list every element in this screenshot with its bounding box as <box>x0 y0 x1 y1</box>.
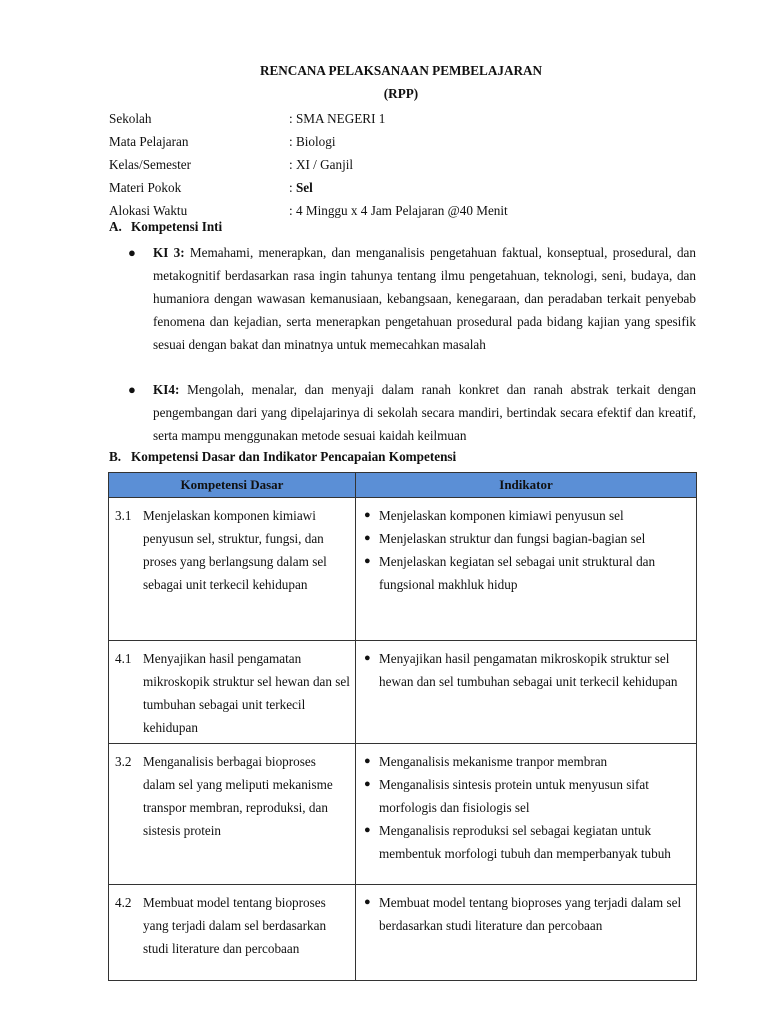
indikator-cell <box>356 885 697 981</box>
ki-text <box>153 241 696 356</box>
indikator-text: Menjelaskan komponen kimiawi penyusun sel <box>379 508 624 523</box>
indikator-item <box>362 750 692 773</box>
indikator-text: Membuat model tentang bioproses yang terjadi dalam sel berdasarkan studi literature dan percobaan <box>379 895 682 933</box>
indikator-text: Menganalisis reproduksi sel sebagai kegiatan untuk membentuk morfologi tubuh dan memperbanyak tubuh <box>379 823 671 861</box>
ki-item <box>128 378 696 447</box>
indikator-item <box>362 504 692 527</box>
meta-row-kelas-semester <box>109 153 508 176</box>
indikator-item <box>362 773 692 819</box>
indikator-text: Menganalisis sintesis protein untuk menyusun sifat morfologis dan fisiologis sel <box>379 777 649 815</box>
table-row <box>109 885 697 981</box>
bullet-icon: ● <box>364 532 371 544</box>
meta-label: Kelas/Semester <box>109 157 192 172</box>
section-title: Kompetensi Inti <box>131 219 223 234</box>
meta-value-bold: Sel <box>295 180 313 195</box>
indikator-text: Menjelaskan struktur dan fungsi bagian-bagian sel <box>379 531 646 546</box>
meta-value: : Biologi <box>289 134 336 149</box>
bullet-icon: ● <box>364 652 371 664</box>
kd-cell <box>109 744 356 885</box>
indikator-cell <box>356 744 697 885</box>
kd-number: 3.1 <box>115 508 132 523</box>
indikator-item <box>362 550 692 596</box>
section-letter: A. <box>109 219 122 234</box>
table-row <box>109 498 697 641</box>
kd-text: Menjelaskan komponen kimiawi penyusun sel, struktur, fungsi, dan proses yang berlangsung dalam sel sebagai unit terkecil kehidupan <box>143 508 327 592</box>
bullet-icon: ● <box>364 509 371 521</box>
bullet-icon: ● <box>364 824 371 836</box>
meta-value: : <box>289 180 296 195</box>
indikator-item <box>362 527 692 550</box>
table-header-row <box>109 473 697 498</box>
kd-cell <box>109 641 356 744</box>
kd-text: Menganalisis berbagai bioproses dalam sel yang meliputi mekanisme transpor membran, reproduksi, dan sistesis protein <box>143 754 333 838</box>
bullet-icon: ● <box>364 555 371 567</box>
meta-row-sekolah <box>109 107 508 130</box>
header-indikator: Indikator <box>356 473 697 498</box>
indikator-item <box>362 819 692 865</box>
document-subtitle: (RPP) <box>383 86 419 101</box>
bullet-icon: ● <box>128 382 136 397</box>
indikator-text: Menjelaskan kegiatan sel sebagai unit struktural dan fungsional makhluk hidup <box>379 554 656 592</box>
bullet-icon: ● <box>128 245 136 260</box>
meta-label: Mata Pelajaran <box>109 134 189 149</box>
bullet-icon: ● <box>364 778 371 790</box>
document-title: RENCANA PELAKSANAAN PEMBELAJARAN <box>259 63 543 78</box>
meta-value: : 4 Minggu x 4 Jam Pelajaran @40 Menit <box>289 203 508 218</box>
section-letter: B. <box>109 449 122 464</box>
kd-cell <box>109 498 356 641</box>
section-title: Kompetensi Dasar dan Indikator Pencapaian Kompetensi <box>131 449 457 464</box>
meta-value: : SMA NEGERI 1 <box>289 111 386 126</box>
ki-body: Mengolah, menalar, dan menyaji dalam ranah konkret dan ranah abstrak terkait dengan pengembangan dari yang dipelajarinya di sekolah secara mandiri, bertindak secara efektif dan kreatif, serta mampu menggunakan metode sesuai kaidah keilmuan <box>153 382 696 443</box>
meta-value: : XI / Ganjil <box>289 157 354 172</box>
bullet-icon: ● <box>364 896 371 908</box>
indikator-item <box>362 891 692 937</box>
meta-label: Sekolah <box>109 111 152 126</box>
kd-text: Membuat model tentang bioproses yang terjadi dalam sel berdasarkan studi literature dan percobaan <box>143 895 327 956</box>
indikator-item <box>362 647 692 693</box>
section-heading-b <box>109 449 456 465</box>
indikator-cell <box>356 641 697 744</box>
meta-label: Alokasi Waktu <box>109 203 188 218</box>
ki-lead: KI 3: <box>153 245 185 260</box>
kd-number: 4.1 <box>115 651 132 666</box>
section-heading-a <box>109 219 222 235</box>
header-kompetensi-dasar: Kompetensi Dasar <box>109 473 356 498</box>
competency-table <box>108 472 697 981</box>
meta-row-mata-pelajaran <box>109 130 508 153</box>
ki-lead: KI4: <box>153 382 180 397</box>
kd-text: Menyajikan hasil pengamatan mikroskopik struktur sel hewan dan sel tumbuhan sebagai unit terkecil kehidupan <box>143 651 350 735</box>
indikator-text: Menganalisis mekanisme tranpor membran <box>379 754 608 769</box>
bullet-icon: ● <box>364 755 371 767</box>
ki-body: Memahami, menerapkan, dan menganalisis pengetahuan faktual, konseptual, prosedural, dan metakognitif berdasarkan rasa ingin tahunya tentang ilmu pengetahuan, teknologi, seni, budaya, dan humaniora dengan wawasan kemanusiaan, kebangsaan, kenegaraan, dan peradaban terkait penyebab fenomena dan kejadian, serta menerapkan pengetahuan prosedural pada bidang kajian yang spesifik sesuai dengan bakat dan minatnya untuk memecahkan masalah <box>153 245 696 352</box>
indikator-cell <box>356 498 697 641</box>
indikator-text: Menyajikan hasil pengamatan mikroskopik struktur sel hewan dan sel tumbuhan sebagai unit terkecil kehidupan <box>379 651 678 689</box>
identity-block <box>109 107 508 222</box>
ki-item <box>128 241 696 356</box>
kd-number: 3.2 <box>115 754 132 769</box>
table-row <box>109 744 697 885</box>
table-row <box>109 641 697 744</box>
meta-label: Materi Pokok <box>109 180 182 195</box>
ki-text <box>153 378 696 447</box>
meta-row-materi-pokok <box>109 176 508 199</box>
kd-cell <box>109 885 356 981</box>
meta-value-wrapper <box>289 176 313 199</box>
kd-number: 4.2 <box>115 895 132 910</box>
